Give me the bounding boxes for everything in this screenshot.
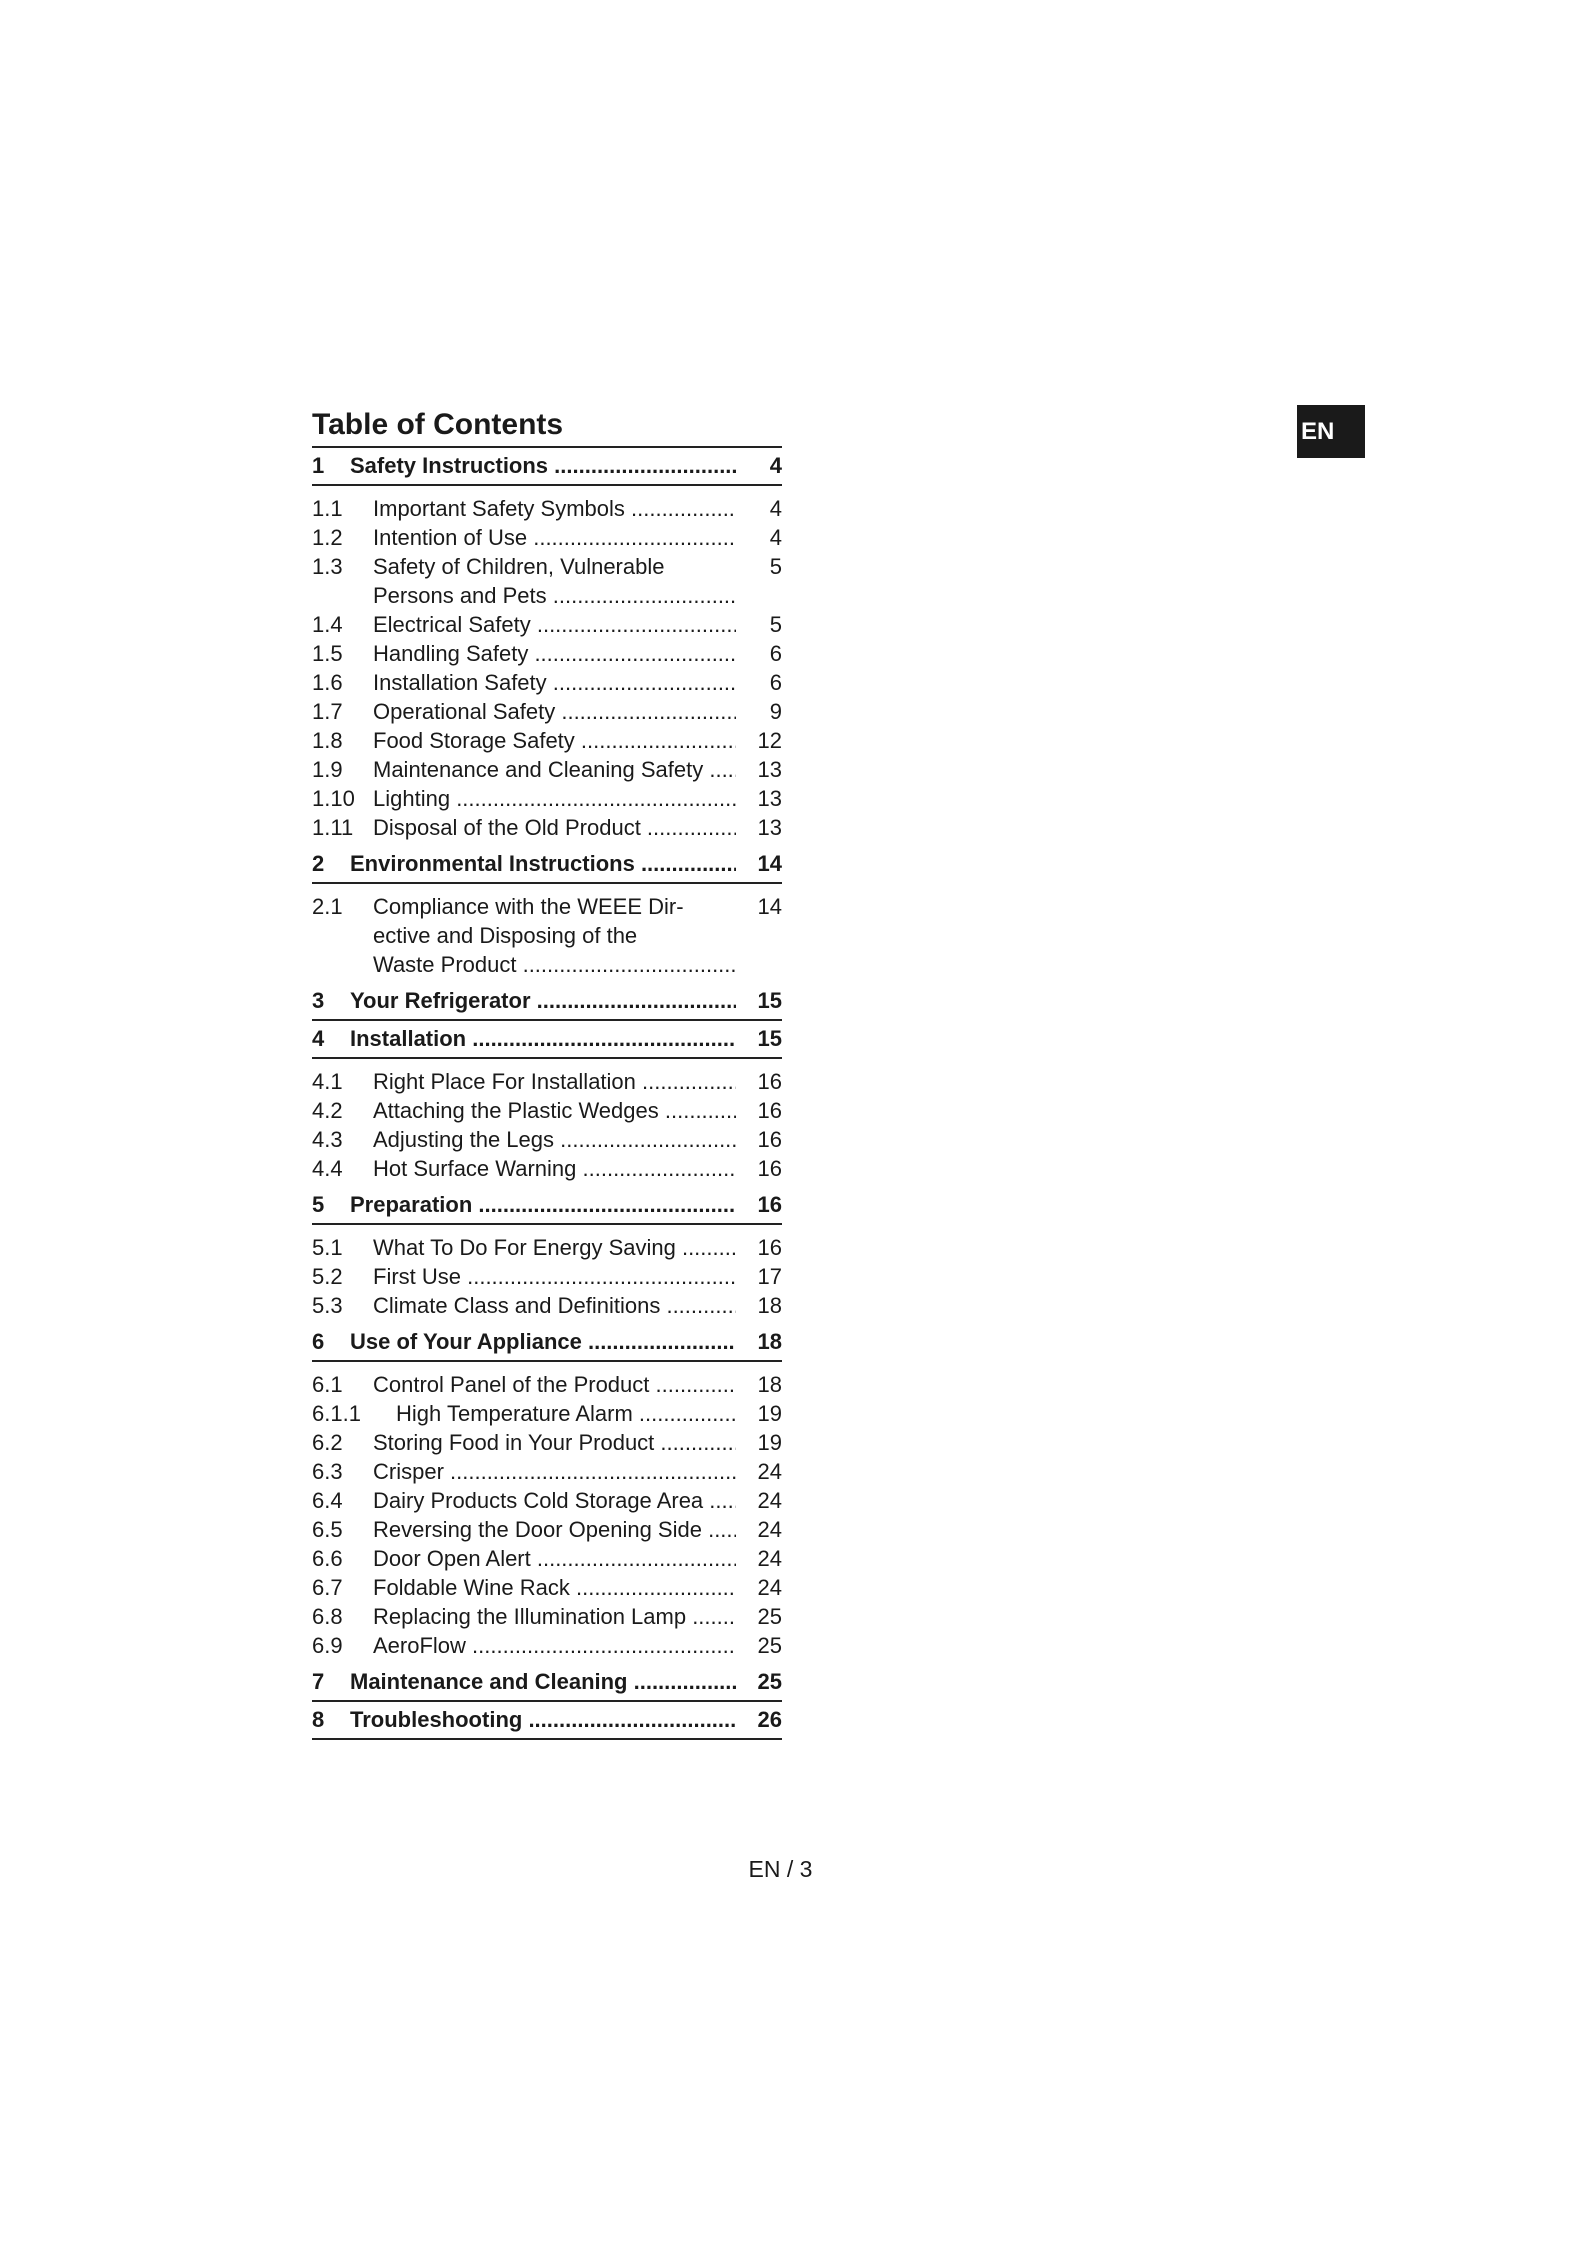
page-number: EN / 3 <box>748 1856 813 1882</box>
entry-title <box>373 1262 736 1291</box>
entry-page: 13 <box>757 815 782 840</box>
toc-entry-5.2[interactable] <box>312 1262 782 1291</box>
entry-title-line: Crisper ..... <box>373 1457 736 1486</box>
entry-title <box>373 726 736 755</box>
entry-number: 6.2 <box>312 1430 343 1455</box>
entry-title <box>373 1602 736 1631</box>
entry-title-line: Installation Safety ..... <box>373 668 736 697</box>
section-title: Environmental Instructions ..... <box>350 846 736 882</box>
toc-entry-5.1[interactable] <box>312 1233 782 1262</box>
entry-number: 6.1.1 <box>312 1401 361 1426</box>
entry-number: 6.7 <box>312 1575 343 1600</box>
section-number: 7 <box>312 1669 325 1694</box>
entry-page: 24 <box>757 1459 782 1484</box>
entry-number: 1.4 <box>312 612 343 637</box>
toc-entry-4.2[interactable] <box>312 1096 782 1125</box>
entry-title-line: Handling Safety ..... <box>373 639 736 668</box>
entry-title <box>373 494 736 523</box>
section-title: Maintenance and Cleaning ..... <box>350 1664 736 1700</box>
toc-entry-6.8[interactable] <box>312 1602 782 1631</box>
entry-title-line: Important Safety Symbols ..... <box>373 494 736 523</box>
entry-title <box>373 1573 736 1602</box>
entry-page: 16 <box>757 1235 782 1260</box>
entry-title <box>373 1096 736 1125</box>
toc-entry-6.6[interactable] <box>312 1544 782 1573</box>
entry-title-line: Adjusting the Legs ..... <box>373 1125 736 1154</box>
entry-title <box>373 697 736 726</box>
section-title: Use of Your Appliance ..... <box>350 1324 736 1360</box>
entry-title <box>373 639 736 668</box>
entry-title <box>373 1370 736 1399</box>
entry-title-line: High Temperature Alarm ..... <box>396 1399 736 1428</box>
entry-number: 6.4 <box>312 1488 343 1513</box>
entry-page: 16 <box>757 1156 782 1181</box>
entry-page: 6 <box>769 641 782 666</box>
entry-title-line: Reversing the Door Opening Side ..... <box>373 1515 736 1544</box>
entry-title <box>373 1125 736 1154</box>
toc-entry-1.5[interactable] <box>312 639 782 668</box>
entry-number: 1.7 <box>312 699 343 724</box>
section-page: 15 <box>757 1026 782 1051</box>
toc-entry-1.2[interactable] <box>312 523 782 552</box>
entry-number: 6.3 <box>312 1459 343 1484</box>
entry-page: 9 <box>769 699 782 724</box>
entry-number: 6.6 <box>312 1546 343 1571</box>
section-page: 25 <box>757 1669 782 1694</box>
entry-number: 6.1 <box>312 1372 343 1397</box>
entry-page: 19 <box>757 1401 782 1426</box>
section-number: 4 <box>312 1026 325 1051</box>
section-title: Troubleshooting ..... <box>350 1702 736 1738</box>
toc-section-4[interactable] <box>312 1021 782 1059</box>
section-page: 15 <box>757 988 782 1013</box>
section-number: 2 <box>312 851 325 876</box>
section-number: 8 <box>312 1707 325 1732</box>
section-page: 16 <box>757 1192 782 1217</box>
toc-section-8[interactable] <box>312 1702 782 1740</box>
entry-number: 1.3 <box>312 554 343 579</box>
entry-number: 2.1 <box>312 894 343 919</box>
toc-entry-1.1[interactable] <box>312 494 782 523</box>
entry-title <box>373 668 736 697</box>
entry-page: 24 <box>757 1575 782 1600</box>
entry-title <box>373 1067 736 1096</box>
entry-page: 5 <box>769 554 782 579</box>
entry-page: 12 <box>757 728 782 753</box>
toc-entry-1.10[interactable] <box>312 784 782 813</box>
entry-page: 25 <box>757 1633 782 1658</box>
toc-subsection-list <box>312 1362 782 1664</box>
entry-title-line: Dairy Products Cold Storage Area ..... <box>373 1486 736 1515</box>
entry-page: 6 <box>769 670 782 695</box>
section-page: 18 <box>757 1329 782 1354</box>
entry-title-line: Control Panel of the Product ..... <box>373 1370 736 1399</box>
entry-page: 16 <box>757 1098 782 1123</box>
entry-page: 24 <box>757 1546 782 1571</box>
toc-entry-6.1.1[interactable] <box>312 1399 782 1428</box>
entry-title-line: Operational Safety ..... <box>373 697 736 726</box>
toc-entry-1.7[interactable] <box>312 697 782 726</box>
section-title: Your Refrigerator ..... <box>350 983 736 1019</box>
toc-entry-4.4[interactable] <box>312 1154 782 1183</box>
entry-title-line: Maintenance and Cleaning Safety ..... <box>373 755 736 784</box>
entry-page: 16 <box>757 1127 782 1152</box>
toc-body <box>312 448 782 1740</box>
entry-number: 5.3 <box>312 1293 343 1318</box>
entry-title-line: Waste Product ..... <box>373 950 736 979</box>
entry-title-line: Persons and Pets ..... <box>373 581 736 610</box>
toc-entry-1.11[interactable] <box>312 813 782 842</box>
entry-page: 16 <box>757 1069 782 1094</box>
entry-title <box>373 1486 736 1515</box>
entry-title-line: Right Place For Installation ..... <box>373 1067 736 1096</box>
toc-section-6[interactable] <box>312 1324 782 1362</box>
section-number: 6 <box>312 1329 325 1354</box>
entry-number: 4.1 <box>312 1069 343 1094</box>
entry-title-line: Disposal of the Old Product ..... <box>373 813 736 842</box>
entry-number: 1.9 <box>312 757 343 782</box>
entry-page: 19 <box>757 1430 782 1455</box>
toc-entry-6.4[interactable] <box>312 1486 782 1515</box>
toc-subsection-list <box>312 884 782 983</box>
entry-title-line: What To Do For Energy Saving ..... <box>373 1233 736 1262</box>
section-page: 26 <box>757 1707 782 1732</box>
entry-number: 1.10 <box>312 786 355 811</box>
toc-entry-1.9[interactable] <box>312 755 782 784</box>
page-footer <box>0 1856 1587 1883</box>
entry-number: 5.1 <box>312 1235 343 1260</box>
toc-entry-6.7[interactable] <box>312 1573 782 1602</box>
toc-entry-6.1[interactable] <box>312 1370 782 1399</box>
toc-entry-1.3[interactable] <box>312 552 782 610</box>
entry-title <box>373 1544 736 1573</box>
entry-title-line: Lighting ..... <box>373 784 736 813</box>
entry-number: 6.8 <box>312 1604 343 1629</box>
toc-section-1[interactable] <box>312 448 782 486</box>
entry-title-line: Climate Class and Definitions ..... <box>373 1291 736 1320</box>
toc-subsection-list <box>312 1059 782 1187</box>
entry-page: 4 <box>769 525 782 550</box>
entry-title <box>373 1233 736 1262</box>
entry-page: 4 <box>769 496 782 521</box>
section-number: 3 <box>312 988 325 1013</box>
entry-number: 6.5 <box>312 1517 343 1542</box>
entry-title-line: Replacing the Illumination Lamp ..... <box>373 1602 736 1631</box>
entry-page: 18 <box>757 1293 782 1318</box>
entry-title <box>373 813 736 842</box>
toc-section-7[interactable] <box>312 1664 782 1702</box>
entry-number: 1.2 <box>312 525 343 550</box>
entry-title <box>373 784 736 813</box>
entry-title-line: Hot Surface Warning ..... <box>373 1154 736 1183</box>
entry-page: 14 <box>757 894 782 919</box>
entry-number: 4.2 <box>312 1098 343 1123</box>
entry-page: 13 <box>757 757 782 782</box>
entry-number: 6.9 <box>312 1633 343 1658</box>
entry-title <box>373 523 736 552</box>
section-number: 5 <box>312 1192 325 1217</box>
entry-page: 13 <box>757 786 782 811</box>
toc-entry-6.3[interactable] <box>312 1457 782 1486</box>
toc-entry-1.6[interactable] <box>312 668 782 697</box>
entry-title <box>373 610 736 639</box>
entry-number: 4.3 <box>312 1127 343 1152</box>
entry-title <box>373 755 736 784</box>
entry-title-line: Intention of Use ..... <box>373 523 736 552</box>
entry-number: 1.1 <box>312 496 343 521</box>
toc-entry-6.5[interactable] <box>312 1515 782 1544</box>
toc-entry-1.4[interactable] <box>312 610 782 639</box>
entry-title-line: Food Storage Safety ..... <box>373 726 736 755</box>
entry-title-line: AeroFlow ..... <box>373 1631 736 1660</box>
toc-section-3[interactable] <box>312 983 782 1021</box>
entry-title <box>373 1154 736 1183</box>
entry-page: 18 <box>757 1372 782 1397</box>
entry-page: 25 <box>757 1604 782 1629</box>
toc-entry-1.8[interactable] <box>312 726 782 755</box>
section-page: 4 <box>769 453 782 478</box>
entry-title-line: ective and Disposing of the <box>373 923 638 948</box>
entry-number: 1.8 <box>312 728 343 753</box>
entry-page: 17 <box>757 1264 782 1289</box>
entry-title-line: First Use ..... <box>373 1262 736 1291</box>
toc-entry-2.1[interactable] <box>312 892 782 979</box>
toc-section-5[interactable] <box>312 1187 782 1225</box>
entry-title <box>373 1457 736 1486</box>
entry-title <box>373 1291 736 1320</box>
entry-title <box>396 1399 736 1428</box>
entry-page: 24 <box>757 1517 782 1542</box>
entry-number: 1.5 <box>312 641 343 666</box>
toc-entry-4.3[interactable] <box>312 1125 782 1154</box>
entry-title <box>373 892 736 979</box>
entry-title <box>373 552 736 610</box>
language-tab: EN <box>1297 405 1365 458</box>
entry-title-line: Foldable Wine Rack ..... <box>373 1573 736 1602</box>
entry-title-line: Electrical Safety ..... <box>373 610 736 639</box>
entry-title <box>373 1515 736 1544</box>
entry-title-line: Compliance with the WEEE Dir- <box>373 894 684 919</box>
entry-page: 5 <box>769 612 782 637</box>
entry-title-line: Door Open Alert ..... <box>373 1544 736 1573</box>
entry-number: 4.4 <box>312 1156 343 1181</box>
entry-number: 1.6 <box>312 670 343 695</box>
section-title: Safety Instructions ..... <box>350 448 736 484</box>
table-of-contents <box>312 404 782 1740</box>
toc-entry-6.2[interactable] <box>312 1428 782 1457</box>
toc-entry-5.3[interactable] <box>312 1291 782 1320</box>
section-title: Installation ..... <box>350 1021 736 1057</box>
entry-page: 24 <box>757 1488 782 1513</box>
entry-title-line: Storing Food in Your Product ..... <box>373 1428 736 1457</box>
entry-title-line: Safety of Children, Vulnerable <box>373 554 665 579</box>
entry-title-line: Attaching the Plastic Wedges ..... <box>373 1096 736 1125</box>
section-title: Preparation ..... <box>350 1187 736 1223</box>
toc-section-2[interactable] <box>312 846 782 884</box>
toc-entry-4.1[interactable] <box>312 1067 782 1096</box>
toc-subsection-list <box>312 486 782 846</box>
toc-subsection-list <box>312 1225 782 1324</box>
entry-title <box>373 1631 736 1660</box>
section-page: 14 <box>757 851 782 876</box>
section-number: 1 <box>312 453 325 478</box>
entry-number: 1.11 <box>312 815 354 840</box>
toc-title: Table of Contents <box>312 404 782 448</box>
entry-title <box>373 1428 736 1457</box>
toc-entry-6.9[interactable] <box>312 1631 782 1660</box>
entry-number: 5.2 <box>312 1264 343 1289</box>
